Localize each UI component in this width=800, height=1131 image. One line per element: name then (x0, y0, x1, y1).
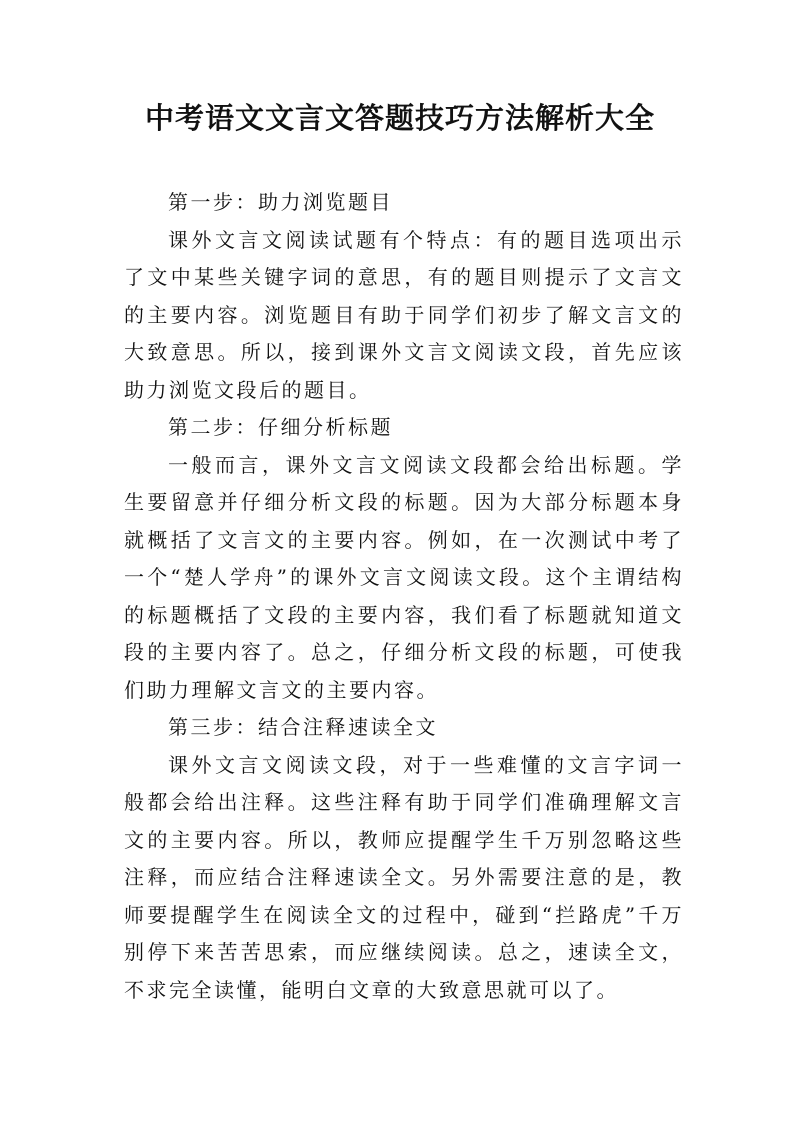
document-body (124, 184, 684, 1009)
step-3-heading: 第三步：结合注释速读全文 (168, 715, 438, 739)
step-3-paragraph: 课外文言文阅读文段，对于一些难懂的文言字词一般都会给出注释。这些注释有助于同学们准确理解文言文的主要内容。所以，教师应提醒学生千万别忽略这些注释，而应结合注释速读全文。另外需要注意的是，教师要提醒学生在阅读全文的过程中，碰到“拦路虎”千万别停下来苦苦思索，而应继续阅读。总之，速读全文，不求完全读懂，能明白文章的大致意思就可以了。 (124, 752, 684, 1002)
step-2-paragraph: 一般而言，课外文言文阅读文段都会给出标题。学生要留意并仔细分析文段的标题。因为大部分标题本身就概括了文言文的主要内容。例如，在一次测试中考了一个“楚人学舟”的课外文言文阅读文段。这个主谓结构的标题概括了文段的主要内容，我们看了标题就知道文段的主要内容了。总之，仔细分析文段的标题，可使我们助力理解文言文的主要内容。 (124, 452, 684, 702)
step-1-paragraph: 课外文言文阅读试题有个特点：有的题目选项出示了文中某些关键字词的意思，有的题目则提示了文言文的主要内容。浏览题目有助于同学们初步了解文言文的大致意思。所以，接到课外文言文阅读文段，首先应该助力浏览文段后的题目。 (124, 227, 684, 402)
step-1-heading: 第一步：助力浏览题目 (168, 190, 393, 214)
document-title: 中考语文文言文答题技巧方法解析大全 (144, 101, 655, 135)
step-2-heading: 第二步：仔细分析标题 (168, 415, 393, 439)
